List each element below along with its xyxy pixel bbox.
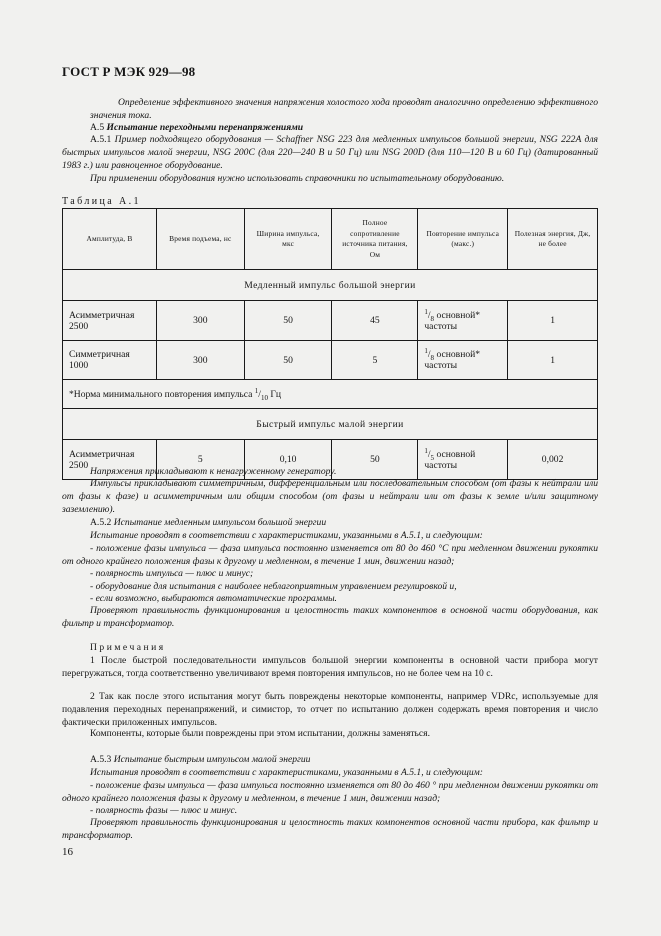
cell-rise: 300 xyxy=(156,301,244,341)
section-a53-number: А.5.3 xyxy=(90,754,112,765)
section-a51-text: Пример подходящего оборудования — Schaffner NSG 223 для медленных импульсов большой энергии, NSG 222A для быстрых импульсов малой энергии, NSG 200C (для 220—240 В и 50 Гц) или NSG 200D (для 110—120 В и 60 Гц) (датированный 1983 г.) или равноценное оборудование. xyxy=(62,134,598,172)
intro-paragraph: Определение эффективного значения напряжения холостого хода проводят аналогично определению эффективного значения тока. xyxy=(90,97,598,122)
section-a53-title: Испытание быстрым импульсом малой энергии xyxy=(113,754,311,765)
document-header: ГОСТ Р МЭК 929—98 xyxy=(62,64,196,79)
cell-width: 0,10 xyxy=(244,440,332,480)
cell-energy: 0,002 xyxy=(508,440,598,480)
header-amplitude: Амплитуда, В xyxy=(63,209,157,270)
section-a53-heading xyxy=(90,753,598,766)
cell-impedance: 45 xyxy=(332,301,418,341)
section-a51-paragraph-2: При применении оборудования нужно использовать справочники по испытательному оборудованию. xyxy=(90,173,505,184)
section-a52-heading xyxy=(90,516,598,529)
cell-width: 50 xyxy=(244,301,332,341)
cell-impedance: 50 xyxy=(332,440,418,480)
after-table-p1: Напряжения прикладывают к ненагруженному генератору. xyxy=(90,466,337,477)
header-pulse-width: Ширина импульса, мкс xyxy=(244,209,332,270)
section-a52-number: А.5.2 xyxy=(90,517,112,528)
table-section-row xyxy=(63,409,598,440)
cell-repetition: $^1/_8$ основной* частоты xyxy=(418,301,508,341)
section-a52-title: Испытание медленным импульсом большой энергии xyxy=(113,517,327,528)
header-repetition: Повторение импульса (макс.) xyxy=(418,209,508,270)
a53-line-1: Испытания проводят в соответствии с характеристиками, указанными в А.5.1, и следующим: xyxy=(90,767,484,778)
a52-line-2: - положение фазы импульса — фаза импульса постоянно изменяется от 80 до 460 °С при медленном движении рукоятки от одного крайнего положения фазы к другому и медленном, в течение 1 мин, движении назад; xyxy=(62,543,598,568)
section-a5-number: А.5 xyxy=(90,122,105,133)
cell-energy: 1 xyxy=(508,341,598,380)
table-caption: Таблица А.1 xyxy=(62,196,141,207)
a52-line-5: - если возможно, выбираются автоматические программы. xyxy=(90,593,337,604)
section-a51-number: А.5.1 xyxy=(90,134,112,145)
a52-line-3: - полярность импульса — плюс и минус; xyxy=(90,568,254,579)
cell-repetition: $^1/_5$ основной частоты xyxy=(418,440,508,480)
cell-energy: 1 xyxy=(508,301,598,341)
header-impedance: Полное сопротивление источника питания, Ом xyxy=(332,209,418,270)
a53-line-4: Проверяют правильность функционирования и целостность таких компонентов основной части прибора, как фильтр и трансформатор. xyxy=(62,817,598,842)
a52-line-6: Проверяют правильность функционирования и целостность таких компонентов в основной части оборудования, как фильтр и трансформатор. xyxy=(62,605,598,630)
page-number: 16 xyxy=(62,846,73,858)
section-fast-pulse: Быстрый импульс малой энергии xyxy=(63,409,598,440)
a53-line-3: - полярность фазы — плюс и минус. xyxy=(90,805,238,816)
table-footnote-row xyxy=(63,380,598,409)
cell-amplitude: Асимметричная 2500 xyxy=(63,301,157,341)
a53-line-2: - положение фазы импульса — фаза импульса постоянно изменяется от 80 до 460 ° при медленном движении рукоятки от одного крайнего положения фазы к другому и медленном, в течение 1 мин, движении назад; xyxy=(62,780,598,805)
table-row xyxy=(63,341,598,380)
table-footnote: *Норма минимального повторения импульса $^1/_{10}$ Гц xyxy=(63,380,598,409)
table-row xyxy=(63,301,598,341)
section-a5-title: Испытание переходными перенапряжениями xyxy=(106,122,304,133)
a52-line-1: Испытание проводят в соответствии с характеристиками, указанными в А.5.1, и следующим: xyxy=(90,530,483,541)
notes-title: Примечания xyxy=(90,642,166,653)
cell-amplitude: Симметричная 1000 xyxy=(63,341,157,380)
cell-rise: 5 xyxy=(156,440,244,480)
table-header-row xyxy=(63,209,598,270)
cell-impedance: 5 xyxy=(332,341,418,380)
section-slow-pulse: Медленный импульс большой энергии xyxy=(63,270,598,301)
cell-repetition: $^1/_8$ основной* частоты xyxy=(418,341,508,380)
table-section-row xyxy=(63,270,598,301)
header-rise-time: Время подъема, нс xyxy=(156,209,244,270)
table-a1 xyxy=(62,208,598,480)
note-2: 2 Так как после этого испытания могут быть повреждены некоторые компоненты, например VDRс, используемые для подавления переходных перенапряжений, и симистор, то отчет по испытанию должен содержать время повторения и число фактически приложенных импульсов. xyxy=(62,691,598,729)
cell-width: 50 xyxy=(244,341,332,380)
a52-line-4: - оборудование для испытания с наиболее неблагоприятным управлением регулировкой и, xyxy=(90,581,457,592)
note-1: 1 После быстрой последовательности импульсов большой энергии компоненты в основной части прибора могут перегружаться, тогда соответственно увеличивают время повторения импульсов, но не более чем на 10 с. xyxy=(62,655,598,680)
after-table-p2: Импульсы прикладывают симметричным, дифференциальным или последовательным способом (от фазы к нейтрали или от фазы к фазе) и асимметричным или общим способом (от фазы и нейтрали или от фазы к земле и/или защитному заземлению). xyxy=(62,478,598,516)
cell-rise: 300 xyxy=(156,341,244,380)
cell-amplitude: Асимметричная 2500 xyxy=(63,440,157,480)
header-energy: Полезная энергия, Дж, не более xyxy=(508,209,598,270)
note-3: Компоненты, которые были повреждены при этом испытании, должны заменяться. xyxy=(90,728,430,739)
section-a51-paragraph xyxy=(62,133,598,173)
